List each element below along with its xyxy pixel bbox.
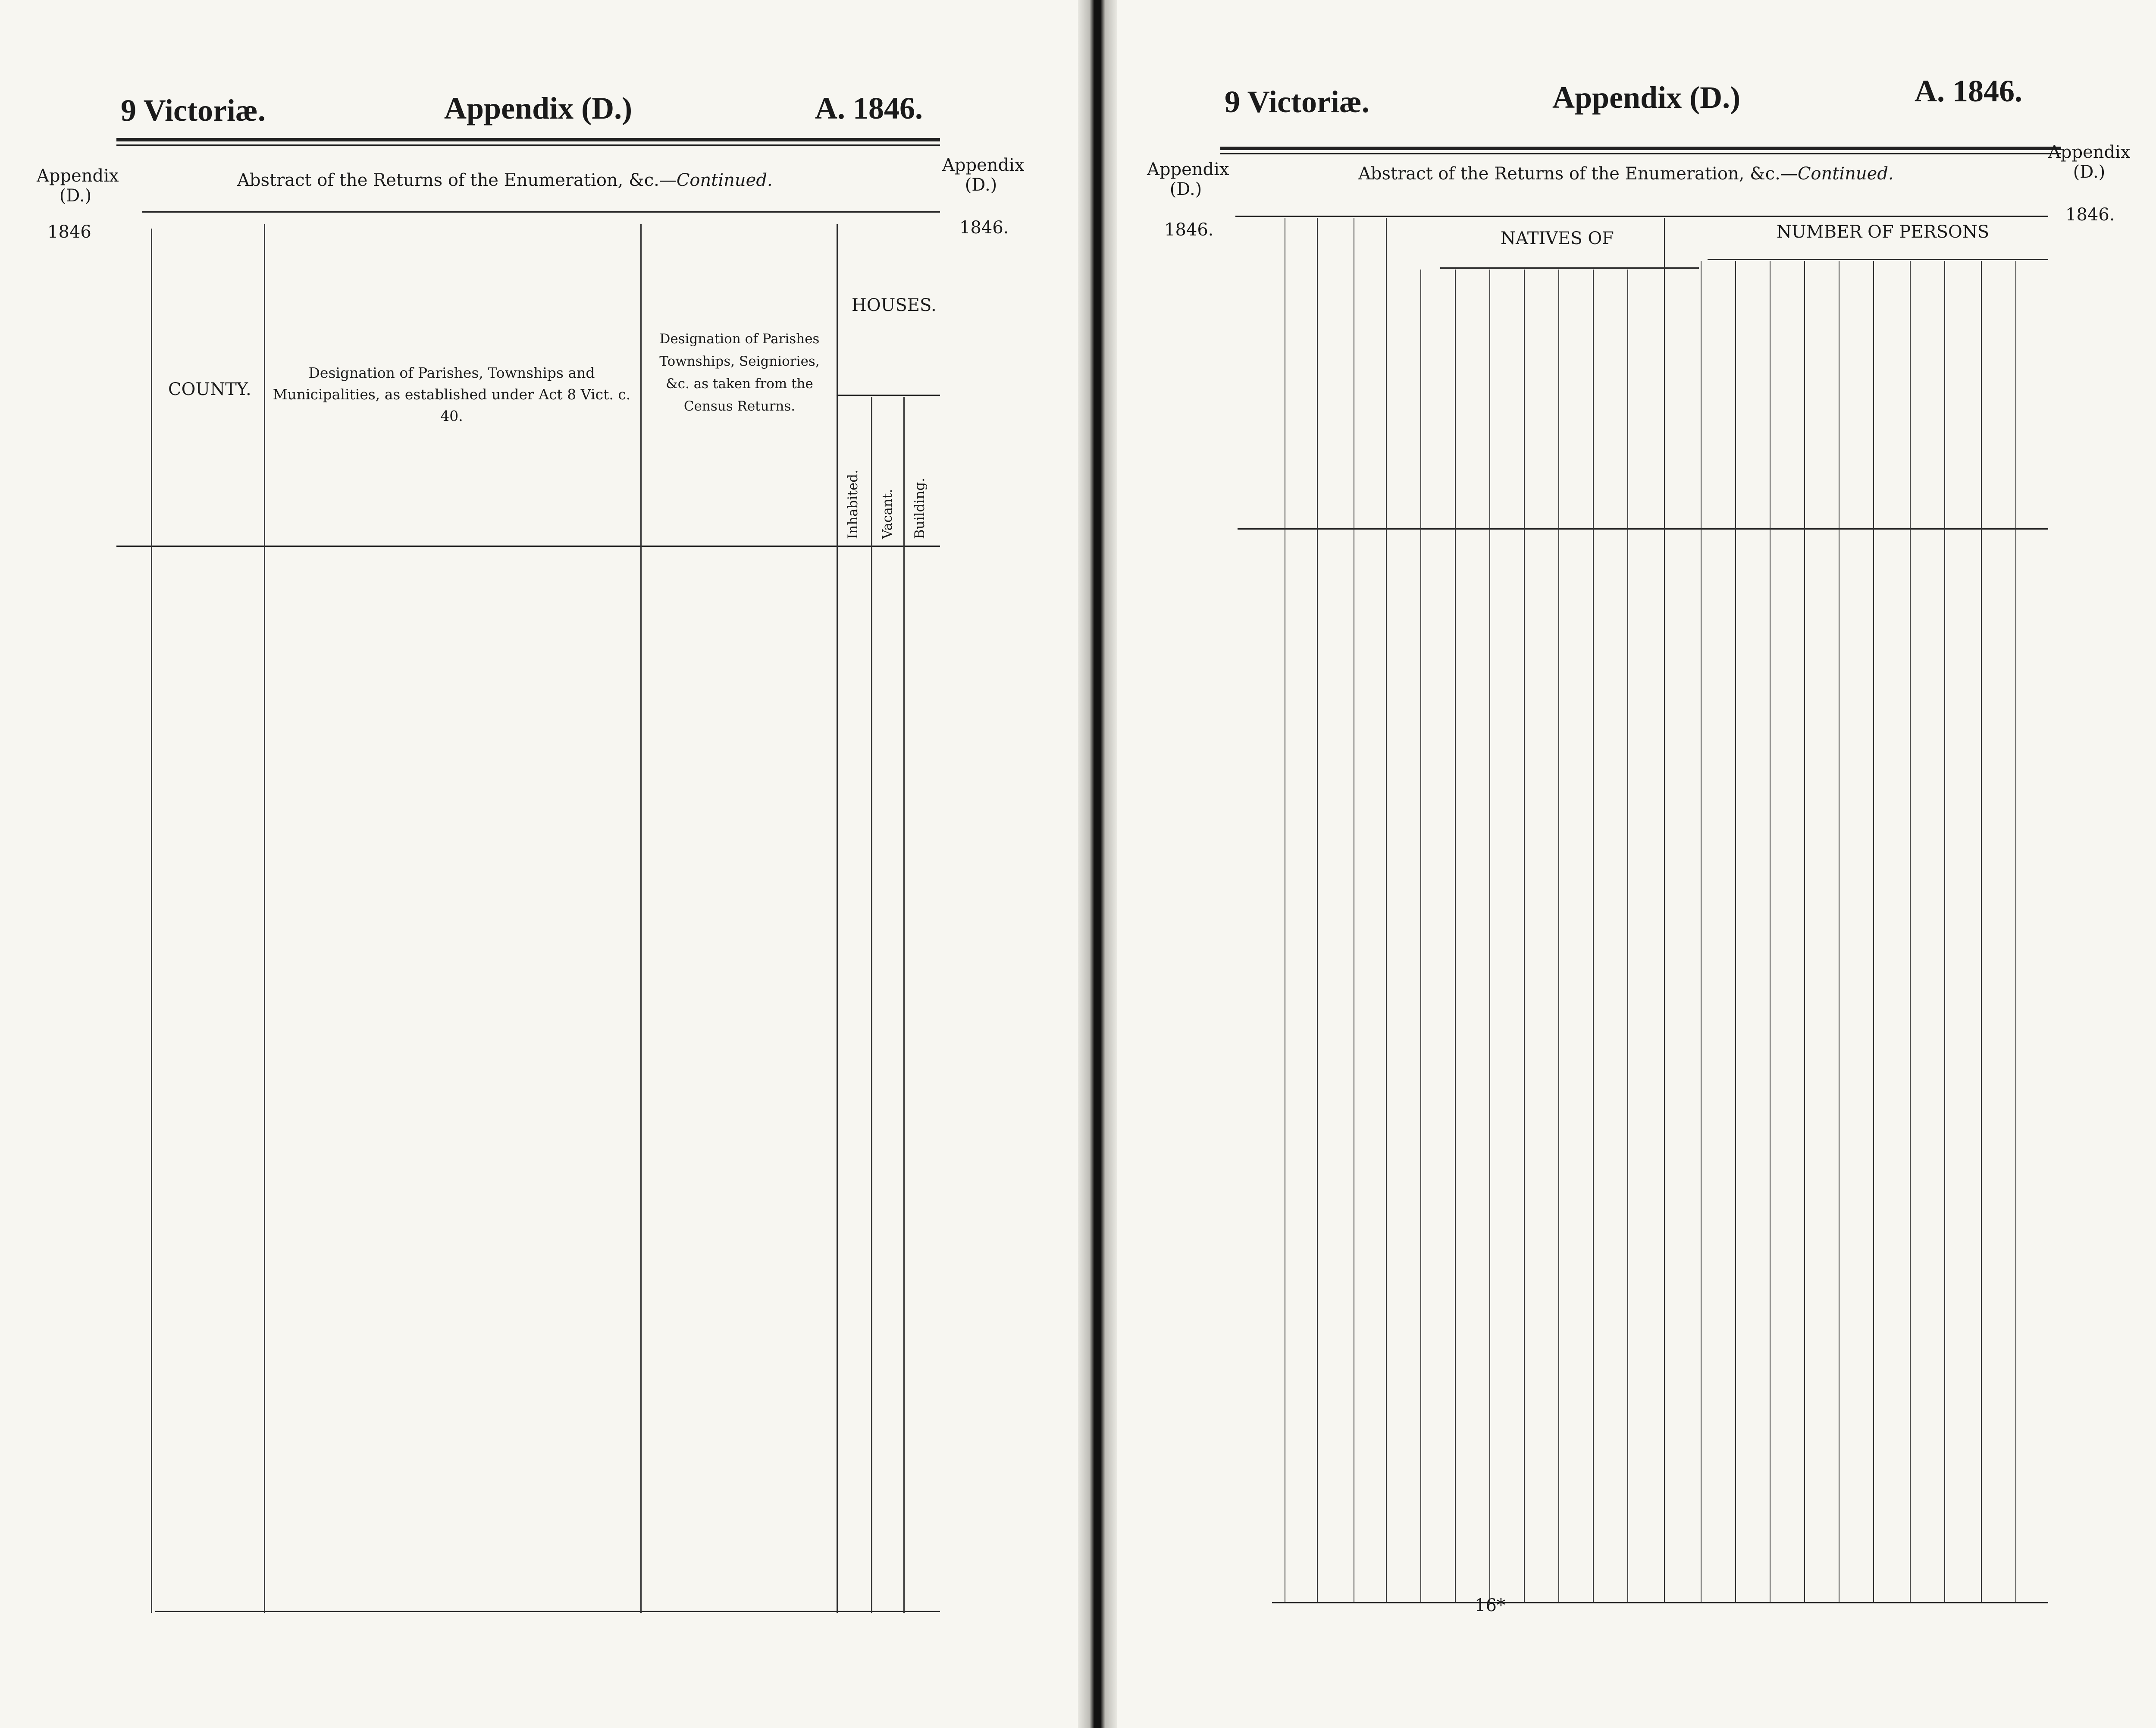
col-designation-act: Designation of Parishes, Townships and Municipalities, as established under Act 8 Vict. c. 40. [273,364,631,424]
col-vacant: Vacant. [880,489,895,539]
col-rule [1386,218,1387,1602]
col-number-of-persons: NUMBER OF PERSONS [1777,222,1990,242]
col-rule [640,224,642,1613]
col-rule [1910,261,1911,1602]
side-label-appendix-r2: Appendix (D.) [2048,142,2131,182]
col-rule [837,224,838,1613]
col-designation-census: Designation of Parishes Townships, Seigniories, &c. as taken from the Census Returns. [659,331,820,414]
table-bottom-rule [155,1611,940,1612]
col-inhabited: Inhabited. [845,470,861,539]
houses-rule [837,395,940,396]
header-right-title-r: A. 1846. [1915,74,2022,108]
header-rule-r [1220,147,2061,150]
col-rule [1489,270,1490,1602]
header-rule-thin [116,144,940,146]
right-page [1117,0,2156,1728]
col-building: Building. [912,478,928,539]
header-rule [116,138,940,141]
col-rule [1664,218,1665,1602]
col-rule [1420,270,1421,1602]
abstract-title: Abstract of the Returns of the Enumeration, &c.—Continued. [237,170,773,190]
col-county: COUNTY. [168,379,251,399]
col-rule [1317,218,1318,1602]
col-rule [1524,270,1525,1602]
header-right-title: A. 1846. [815,91,923,125]
col-rule [1981,261,1982,1602]
header-left-title-r: 9 Victoriæ. [1225,85,1369,119]
natives-rule [1440,267,1699,269]
col-rule [1735,261,1736,1602]
book-spine [1078,0,1117,1728]
table-top-rule [142,211,940,213]
col-natives-of: NATIVES OF [1501,229,1614,248]
col-rule [1770,261,1771,1602]
side-label-year-r: 1846. [1164,220,1214,240]
side-label-year-r2: 1846. [2065,205,2115,225]
abstract-title-r: Abstract of the Returns of the Enumeration, &c.—Continued. [1358,164,1894,184]
col-rule [871,397,872,1613]
side-label-appendix: Appendix (D.) [37,166,119,206]
header-center-title-r: Appendix (D.) [1552,80,1741,115]
col-rule [1944,261,1945,1602]
page-number: 16* [1475,1596,1505,1615]
side-label-appendix-right: Appendix (D.) [942,155,1025,195]
table-bottom-rule-r [1272,1602,2048,1603]
col-rule [903,397,905,1613]
header-left-title: 9 Victoriæ. [121,93,266,128]
col-rule [1558,270,1559,1602]
col-rule [264,224,265,1613]
col-rule [1701,261,1702,1602]
table-header-rule-r [1238,528,2048,530]
side-label-appendix-r: Appendix (D.) [1147,160,1229,199]
col-rule [1804,261,1805,1602]
table-header-rule [116,546,940,547]
table-top-rule-r [1235,216,2048,217]
col-houses: HOUSES. [852,295,937,315]
col-rule [1873,261,1874,1602]
col-rule [2015,261,2016,1602]
col-rule [1455,270,1456,1602]
col-rule [151,229,152,1613]
header-center-title: Appendix (D.) [444,91,633,125]
side-label-year-right: 1846. [959,218,1009,238]
header-rule-thin-r [1220,153,2061,154]
persons-rule [1708,259,2048,260]
col-rule [1593,270,1594,1602]
col-rule [1627,270,1628,1602]
side-label-year: 1846 [47,222,91,242]
